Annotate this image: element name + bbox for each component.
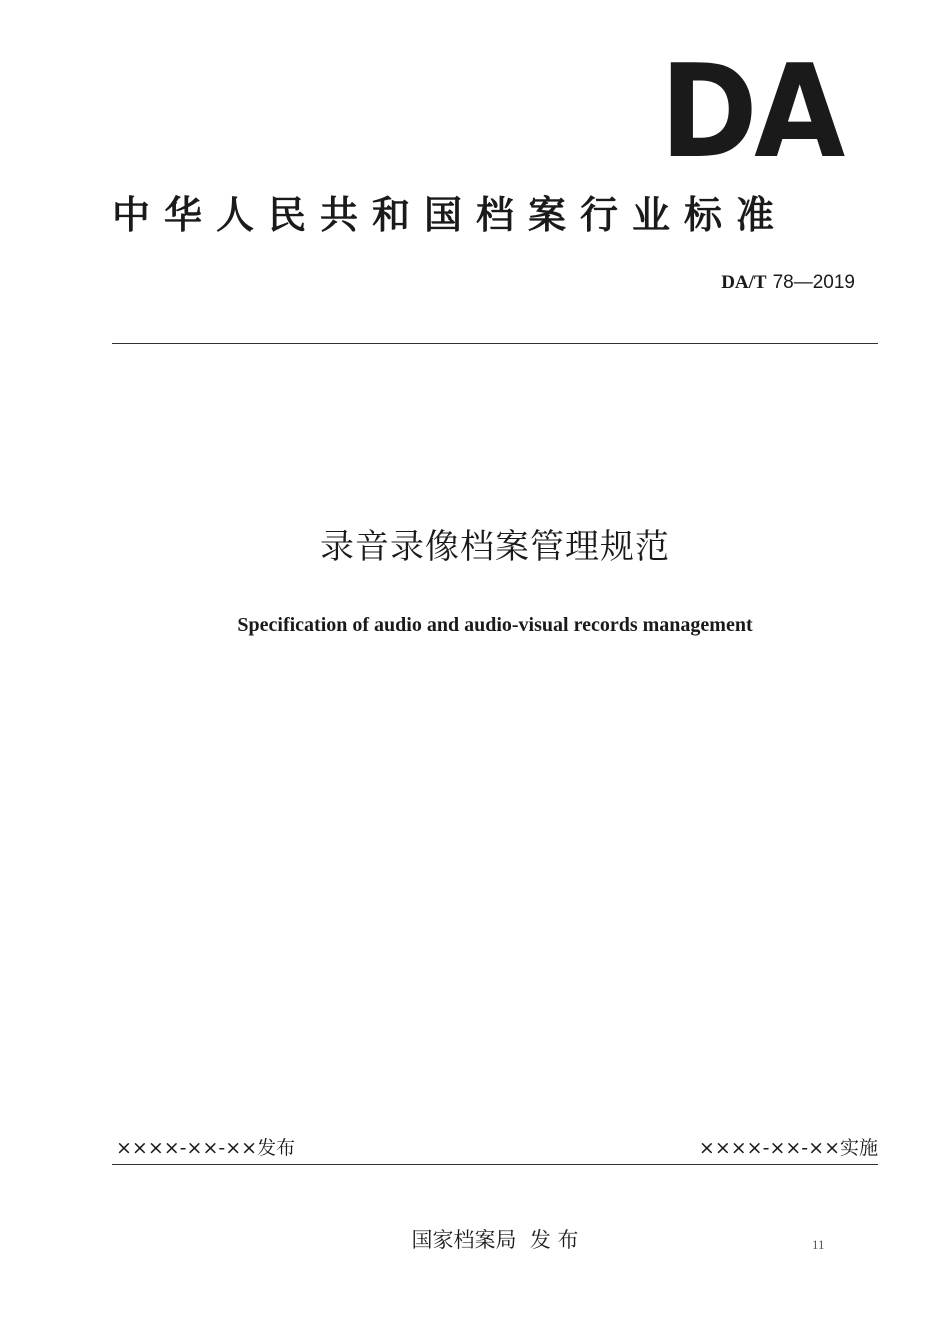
- page-number: 11: [812, 1237, 825, 1252]
- publisher: 国家档案局 发 布: [411, 1228, 579, 1252]
- standard-type-heading: 中华人民共和国档案行业标准: [112, 193, 789, 237]
- document-title-chinese: 录音录像档案管理规范: [320, 527, 670, 567]
- standard-code-prefix: DA/T: [721, 272, 767, 293]
- da-logo: DA: [660, 38, 842, 187]
- issue-date: ××××-××-××发布: [116, 1137, 296, 1159]
- effective-date: ××××-××-××实施: [698, 1137, 878, 1159]
- bottom-divider: [112, 1164, 878, 1165]
- document-title-english: Specification of audio and audio-visual records management: [237, 614, 753, 636]
- standard-code: [721, 268, 855, 297]
- standard-code-number: 78—2019: [772, 272, 855, 293]
- top-divider: [112, 343, 878, 344]
